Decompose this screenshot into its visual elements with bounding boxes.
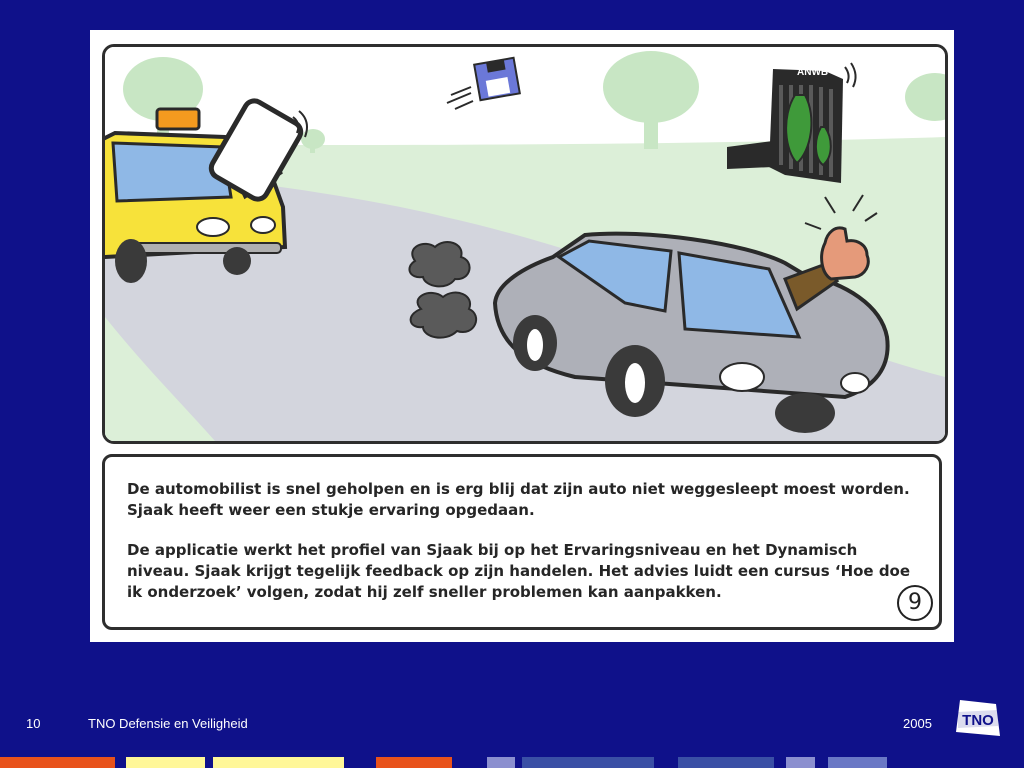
comic-panel	[90, 30, 954, 642]
stripe-3	[213, 757, 344, 768]
tno-logo-mark	[952, 696, 1004, 740]
footer-year: 2005	[903, 716, 932, 731]
caption-box	[102, 454, 942, 630]
footer-color-stripes	[0, 757, 1024, 768]
slide-number: 10	[26, 716, 41, 731]
tno-logo-text: TNO	[962, 712, 994, 729]
footer-title: TNO Defensie en Veiligheid	[88, 716, 248, 731]
illustration-scene	[102, 44, 948, 444]
panel-number-badge: 9	[897, 585, 933, 621]
caption-paragraph-1: De automobilist is snel geholpen en is erg blij dat zijn auto niet weggesleept moest worden. Sjaak heeft weer een stukje ervaring opgedaan.	[127, 480, 910, 519]
stripe-8	[786, 757, 815, 768]
comic-illustration	[105, 47, 945, 441]
stripe-4	[376, 757, 452, 768]
stripe-9	[828, 757, 887, 768]
stripe-2	[126, 757, 205, 768]
stripe-5	[487, 757, 515, 768]
stripe-7	[678, 757, 774, 768]
stripe-1	[0, 757, 115, 768]
caption-paragraph-2: De applicatie werkt het profiel van Sjaak bij op het Ervaringsniveau en het Dynamisch niveau. Sjaak krijgt tegelijk feedback op zijn handelen. Het advies luidt een cursus ‘Hoe doe ik onderzoek’ volgen, zodat hij zelf sneller problemen kan aanpakken.	[127, 541, 911, 601]
stripe-6	[522, 757, 654, 768]
building-sign: ANWB	[797, 67, 829, 78]
tno-logo	[952, 696, 1004, 740]
